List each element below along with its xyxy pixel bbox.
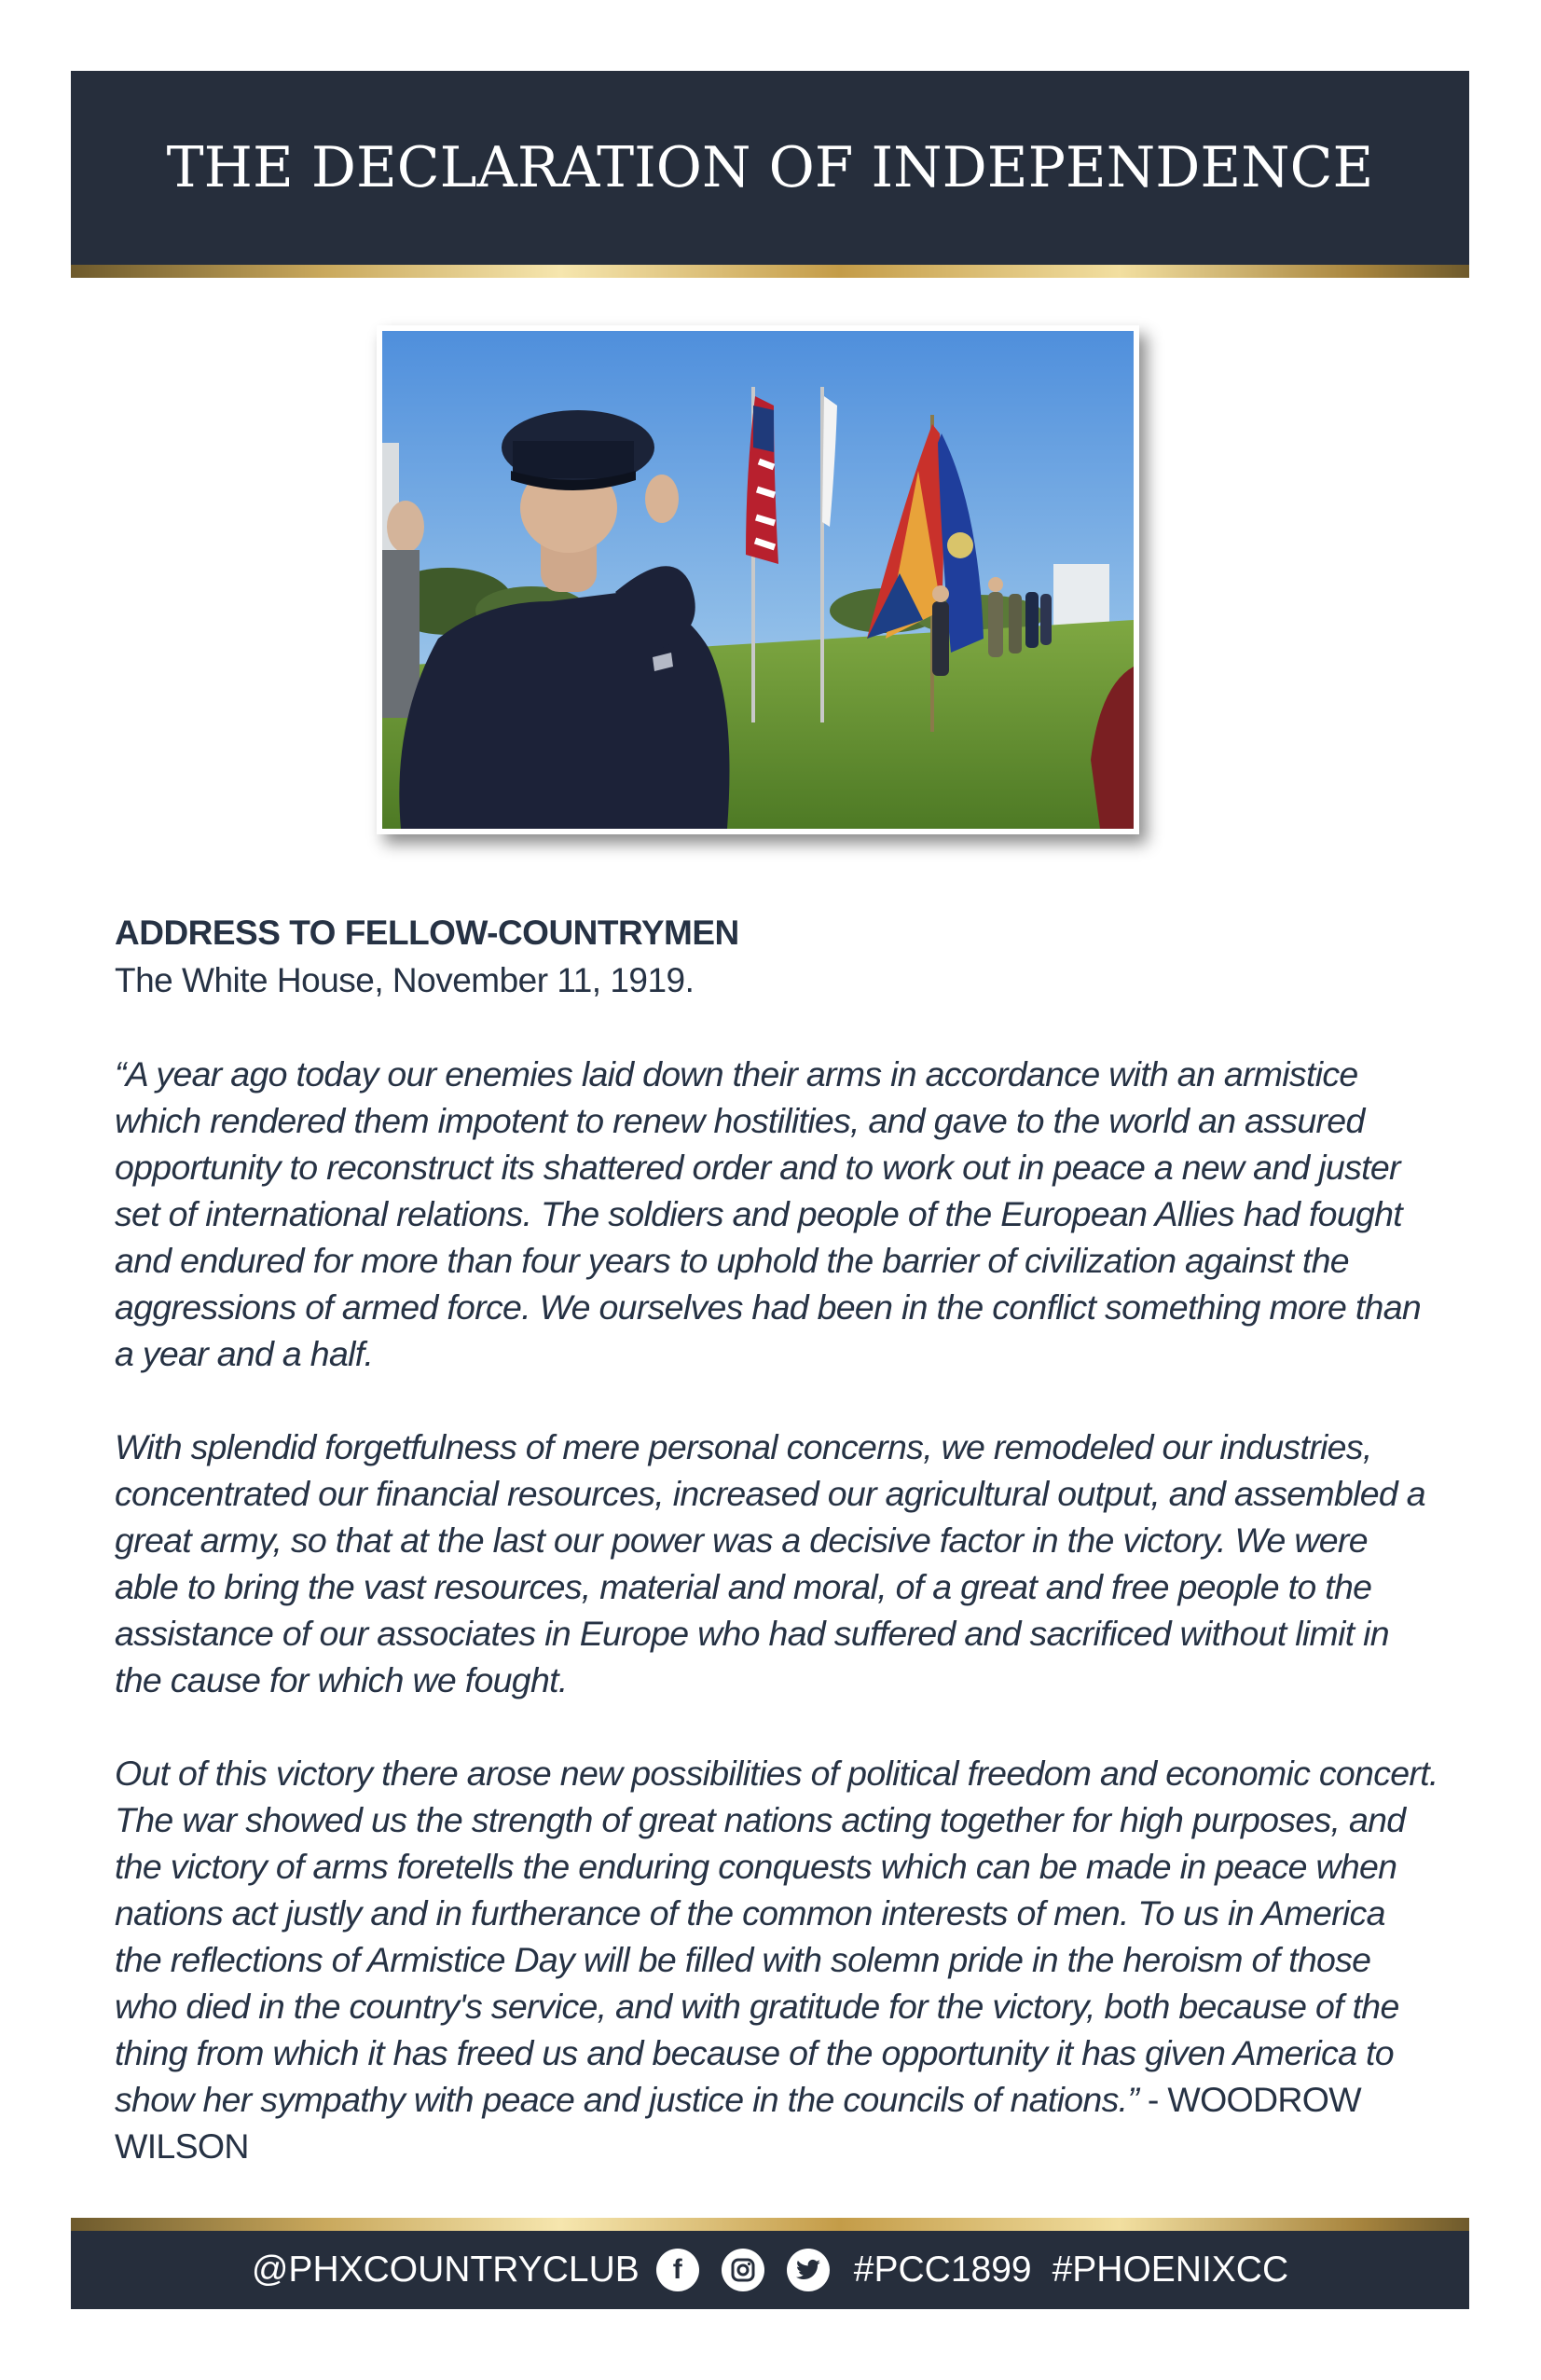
gold-divider-bottom bbox=[71, 2218, 1469, 2231]
page-header bbox=[71, 71, 1469, 265]
speech-paragraph-3 bbox=[115, 1750, 1438, 2169]
facebook-icon[interactable]: f bbox=[656, 2249, 699, 2291]
ceremony-photo bbox=[377, 325, 1139, 834]
speech-paragraph-2: With splendid forgetfulness of mere personal concerns, we remodeled our industries, concentrated our financial resources, increased our agricultural output, and assembled a great army, so that at the last our power was a decisive factor in the victory. We were able to bring the vast resources, material and moral, of a great and free people to the assistance of our associates in Europe who had suffered and sacrificed without limit in the cause for which we fought. bbox=[115, 1427, 1425, 1699]
speech-paragraph-1: “A year ago today our enemies laid down their arms in accordance with an armistice which rendered them impotent to renew hostilities, and gave to the world an assured opportunity to reconstruct its shattered order and to work out in peace a new and juster set of international relations. The soldiers and people of the European Allies had fought and endured for more than four years to uphold the barrier of civilization against the aggressions of armed force. We ourselves had been in the conflict something more than a year and a half. bbox=[115, 1054, 1422, 1373]
attribution: - WOODROW WILSON bbox=[115, 2080, 1361, 2166]
gold-divider-top bbox=[71, 265, 1469, 278]
hashtag-pcc1899[interactable]: #PCC1899 bbox=[853, 2249, 1032, 2290]
twitter-icon[interactable] bbox=[787, 2249, 830, 2291]
address-title: ADDRESS TO FELLOW-COUNTRYMEN bbox=[115, 914, 739, 952]
page-title: THE DECLARATION OF INDEPENDENCE bbox=[166, 135, 1374, 200]
address-subtitle: The White House, November 11, 1919. bbox=[115, 961, 695, 999]
document-body bbox=[115, 909, 1438, 2169]
instagram-icon[interactable] bbox=[722, 2249, 764, 2291]
speech-paragraph-3-text: Out of this victory there arose new possibilities of political freedom and economic concert. The war showed us the strength of great nations acting together for high purposes, and the victory of arms foretells the enduring conquests which can be made in peace when nations act justly and in furtherance of the common interests of men. To us in America the reflections of Armistice Day will be filled with solemn pride in the heroism of those who died in the country's service, and with gratitude for the victory, both because of the thing from which it has freed us and because of the opportunity it has given America to show her sympathy with peace and justice in the councils of nations.” bbox=[115, 1754, 1438, 2119]
hashtag-phoenixcc[interactable]: #PHOENIXCC bbox=[1052, 2249, 1289, 2290]
page-footer bbox=[71, 2231, 1469, 2309]
photo-icon bbox=[382, 331, 1134, 829]
social-handle[interactable]: @PHXCOUNTRYCLUB bbox=[251, 2249, 640, 2290]
